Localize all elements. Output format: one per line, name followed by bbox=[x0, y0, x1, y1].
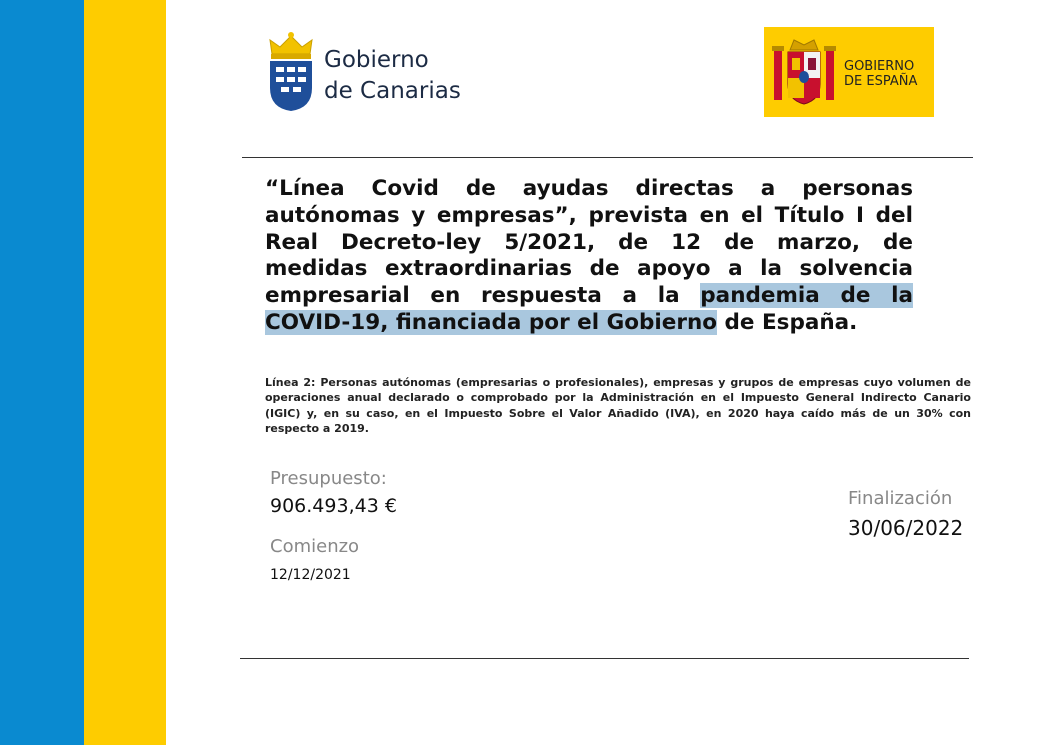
comienzo-value: 12/12/2021 bbox=[270, 567, 351, 583]
spain-logo-text: GOBIERNO DE ESPAÑA bbox=[844, 59, 918, 89]
spain-coat-of-arms-icon bbox=[772, 36, 836, 108]
line-description: Línea 2: Personas autónomas (empresarias o profesionales), empresas y grupos de empresas cuyo volumen de operaciones anual declarado o comprobado por la Administración en el Impuesto General Indirecto Canario (IGIC) y, en su caso, en el Impuesto Sobre el Valor Añadido (IVA), en 2020 haya caído más de un 30% con respecto a 2019. bbox=[265, 376, 971, 435]
gobierno-espana-logo bbox=[764, 27, 934, 117]
canarias-logo-text: Gobierno de Canarias bbox=[324, 47, 461, 104]
finalizacion-label: Finalización bbox=[848, 488, 953, 509]
highlighted-text: pandemia de la COVID-19, financiada por el Gobierno bbox=[265, 283, 913, 335]
presupuesto-label: Presupuesto: bbox=[270, 468, 387, 489]
yellow-stripe bbox=[84, 0, 166, 745]
main-title: “Línea Covid de ayudas directas a personas autónomas y empresas”, prevista en el Título I del Real Decreto-ley 5/2021, de 12 de marzo, de medidas extraordinarias de apoyo a la solvencia empresarial en respuesta a la pandemia de la COVID-19, financiada por el Gobierno de España. bbox=[265, 176, 913, 335]
bottom-divider bbox=[240, 658, 969, 659]
canarias-coat-of-arms-icon bbox=[266, 30, 316, 112]
blue-stripe bbox=[0, 0, 84, 745]
finalizacion-value: 30/06/2022 bbox=[848, 516, 964, 540]
presupuesto-value: 906.493,43 € bbox=[270, 495, 397, 517]
gobierno-canarias-logo bbox=[266, 30, 476, 112]
comienzo-label: Comienzo bbox=[270, 536, 360, 557]
top-divider bbox=[242, 157, 973, 158]
